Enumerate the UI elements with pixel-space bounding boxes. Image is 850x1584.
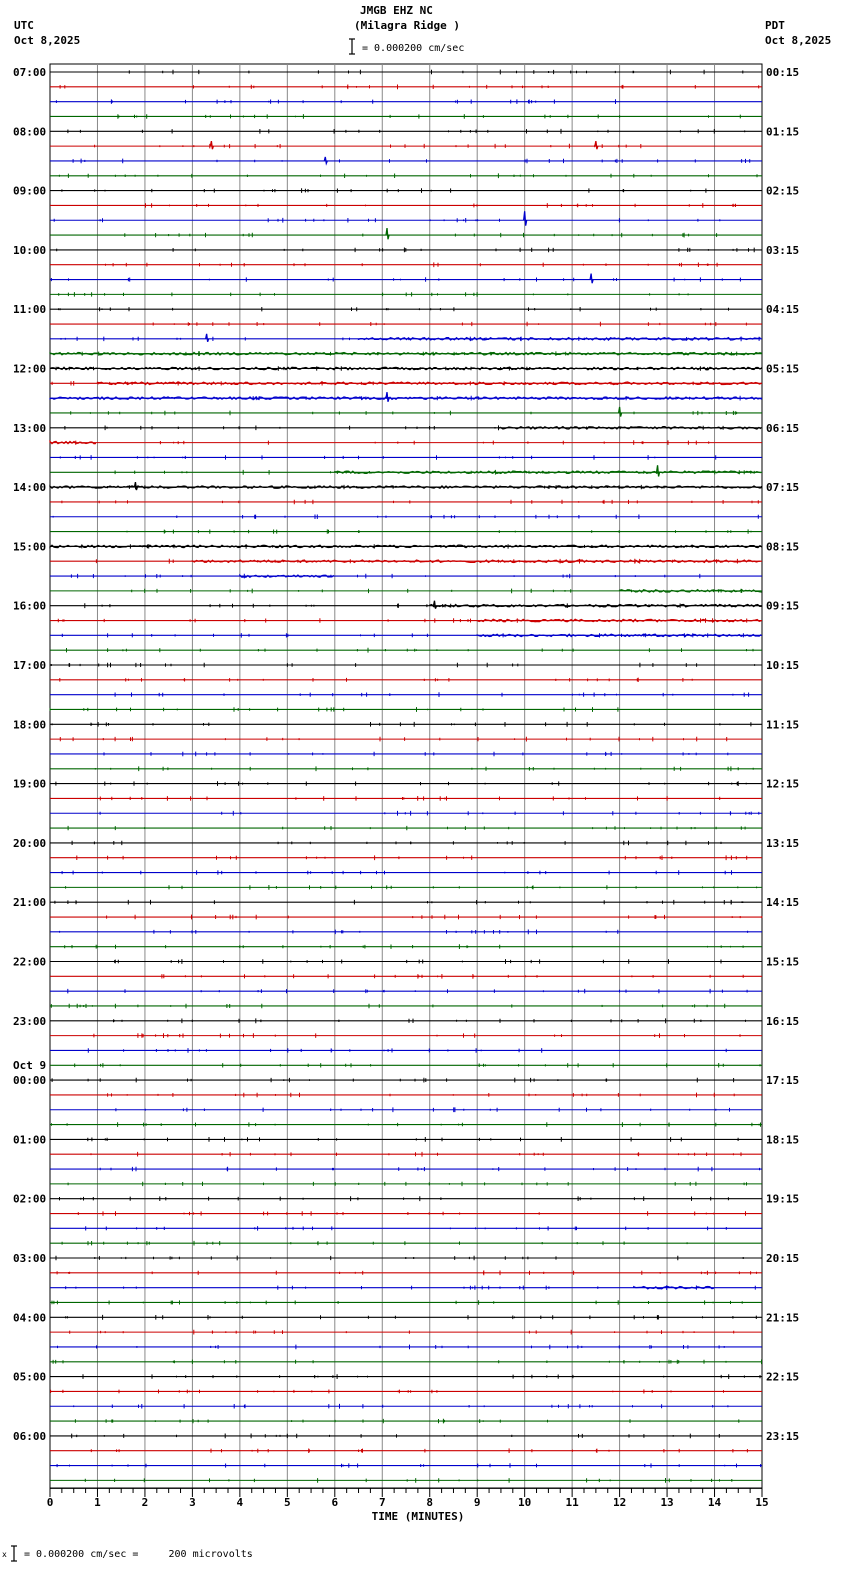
left-time-label: 09:00 xyxy=(13,184,47,198)
event-spike xyxy=(386,228,389,239)
event-spike xyxy=(206,334,209,342)
event-spike xyxy=(657,465,660,476)
left-time-label: 03:00 xyxy=(13,1252,47,1265)
right-time-label: 23:15 xyxy=(766,1429,800,1443)
station-title: JMGB EHZ NC xyxy=(360,4,433,17)
left-date-label: Oct 9 xyxy=(13,1059,47,1073)
right-time-label: 16:15 xyxy=(766,1014,800,1028)
event-spike xyxy=(210,141,213,149)
left-time-label: 02:00 xyxy=(13,1192,47,1206)
right-timezone: PDT xyxy=(765,19,785,32)
right-time-label: 05:15 xyxy=(766,362,800,376)
right-time-label: 20:15 xyxy=(766,1252,800,1265)
left-time-label: 16:00 xyxy=(13,599,47,613)
right-time-label: 22:15 xyxy=(766,1370,800,1384)
right-time-label: 19:15 xyxy=(766,1192,800,1206)
noisy-segment xyxy=(50,442,96,444)
right-time-label: 00:15 xyxy=(766,66,800,79)
right-time-label: 01:15 xyxy=(766,125,800,139)
left-time-label: 17:00 xyxy=(13,659,47,672)
noisy-segment xyxy=(50,353,762,355)
x-tick-label: 5 xyxy=(284,1496,291,1509)
left-time-label: 00:00 xyxy=(13,1074,47,1088)
left-time-label: 13:00 xyxy=(13,421,47,435)
x-tick-label: 3 xyxy=(189,1496,196,1509)
left-time-label: 19:00 xyxy=(13,777,47,791)
left-time-label: 06:00 xyxy=(13,1429,47,1443)
x-tick-label: 13 xyxy=(660,1496,674,1509)
left-time-label: 11:00 xyxy=(13,303,47,317)
footer-scale-bar-icon xyxy=(9,1545,19,1563)
right-time-label: 12:15 xyxy=(766,777,800,791)
x-tick-label: 2 xyxy=(141,1496,149,1509)
right-time-label: 13:15 xyxy=(766,836,800,850)
right-time-label: 03:15 xyxy=(766,243,800,257)
event-spike xyxy=(324,157,327,163)
right-time-label: 21:15 xyxy=(766,1311,800,1325)
left-date: Oct 8,2025 xyxy=(14,34,81,47)
event-spike xyxy=(595,141,598,149)
x-tick-label: 14 xyxy=(707,1496,722,1509)
right-time-label: 08:15 xyxy=(766,540,800,554)
left-time-label: 05:00 xyxy=(13,1370,47,1384)
event-spike xyxy=(590,274,593,284)
right-date: Oct 8,2025 xyxy=(765,34,832,47)
x-tick-label: 10 xyxy=(518,1496,532,1509)
event-spike xyxy=(619,407,622,417)
left-time-label: 18:00 xyxy=(13,718,47,732)
footer-marker: x xyxy=(2,1550,7,1559)
x-tick-label: 9 xyxy=(473,1496,481,1509)
right-time-label: 17:15 xyxy=(766,1074,800,1088)
right-time-label: 06:15 xyxy=(766,421,800,435)
x-tick-label: 11 xyxy=(565,1496,579,1509)
right-time-label: 10:15 xyxy=(766,659,800,672)
right-time-label: 18:15 xyxy=(766,1133,800,1147)
left-time-label: 15:00 xyxy=(13,540,47,554)
noisy-segment xyxy=(50,367,762,369)
x-tick-label: 4 xyxy=(236,1496,244,1509)
right-time-label: 11:15 xyxy=(766,718,800,732)
left-time-label: 14:00 xyxy=(13,481,47,495)
noisy-segment xyxy=(50,486,762,488)
right-time-label: 02:15 xyxy=(766,184,800,198)
footer-scale-note: = 0.000200 cm/sec = 200 microvolts xyxy=(24,1549,253,1560)
x-tick-label: 12 xyxy=(612,1496,627,1509)
left-time-label: 20:00 xyxy=(13,836,47,850)
right-time-label: 09:15 xyxy=(766,599,800,613)
left-time-label: 01:00 xyxy=(13,1133,47,1147)
x-tick-label: 0 xyxy=(46,1496,54,1509)
left-time-label: 23:00 xyxy=(13,1014,47,1028)
noisy-segment xyxy=(620,590,762,592)
x-tick-label: 8 xyxy=(426,1496,434,1509)
left-time-label: 12:00 xyxy=(13,362,47,376)
event-spike xyxy=(433,601,436,609)
left-time-label: 07:00 xyxy=(13,66,47,79)
scale-label: = 0.000200 cm/sec xyxy=(362,43,465,54)
left-time-label: 10:00 xyxy=(13,243,47,257)
noisy-segment xyxy=(634,1287,714,1289)
right-time-label: 14:15 xyxy=(766,896,800,910)
x-tick-label: 6 xyxy=(331,1496,339,1509)
right-time-label: 07:15 xyxy=(766,481,800,495)
left-timezone: UTC xyxy=(14,19,34,32)
x-tick-label: 15 xyxy=(755,1496,769,1509)
x-tick-label: 7 xyxy=(378,1496,386,1509)
left-time-label: 08:00 xyxy=(13,125,47,139)
right-time-label: 15:15 xyxy=(766,955,800,969)
event-spike xyxy=(524,211,527,225)
x-axis-title: TIME (MINUTES) xyxy=(371,1510,465,1523)
event-spike xyxy=(386,392,389,402)
left-time-label: 04:00 xyxy=(13,1311,47,1325)
right-time-label: 04:15 xyxy=(766,303,800,317)
x-tick-label: 1 xyxy=(94,1496,101,1509)
plot-frame xyxy=(50,64,762,1488)
left-time-label: 22:00 xyxy=(13,955,47,969)
station-location: (Milagra Ridge ) xyxy=(354,19,460,32)
left-time-label: 21:00 xyxy=(13,896,47,910)
